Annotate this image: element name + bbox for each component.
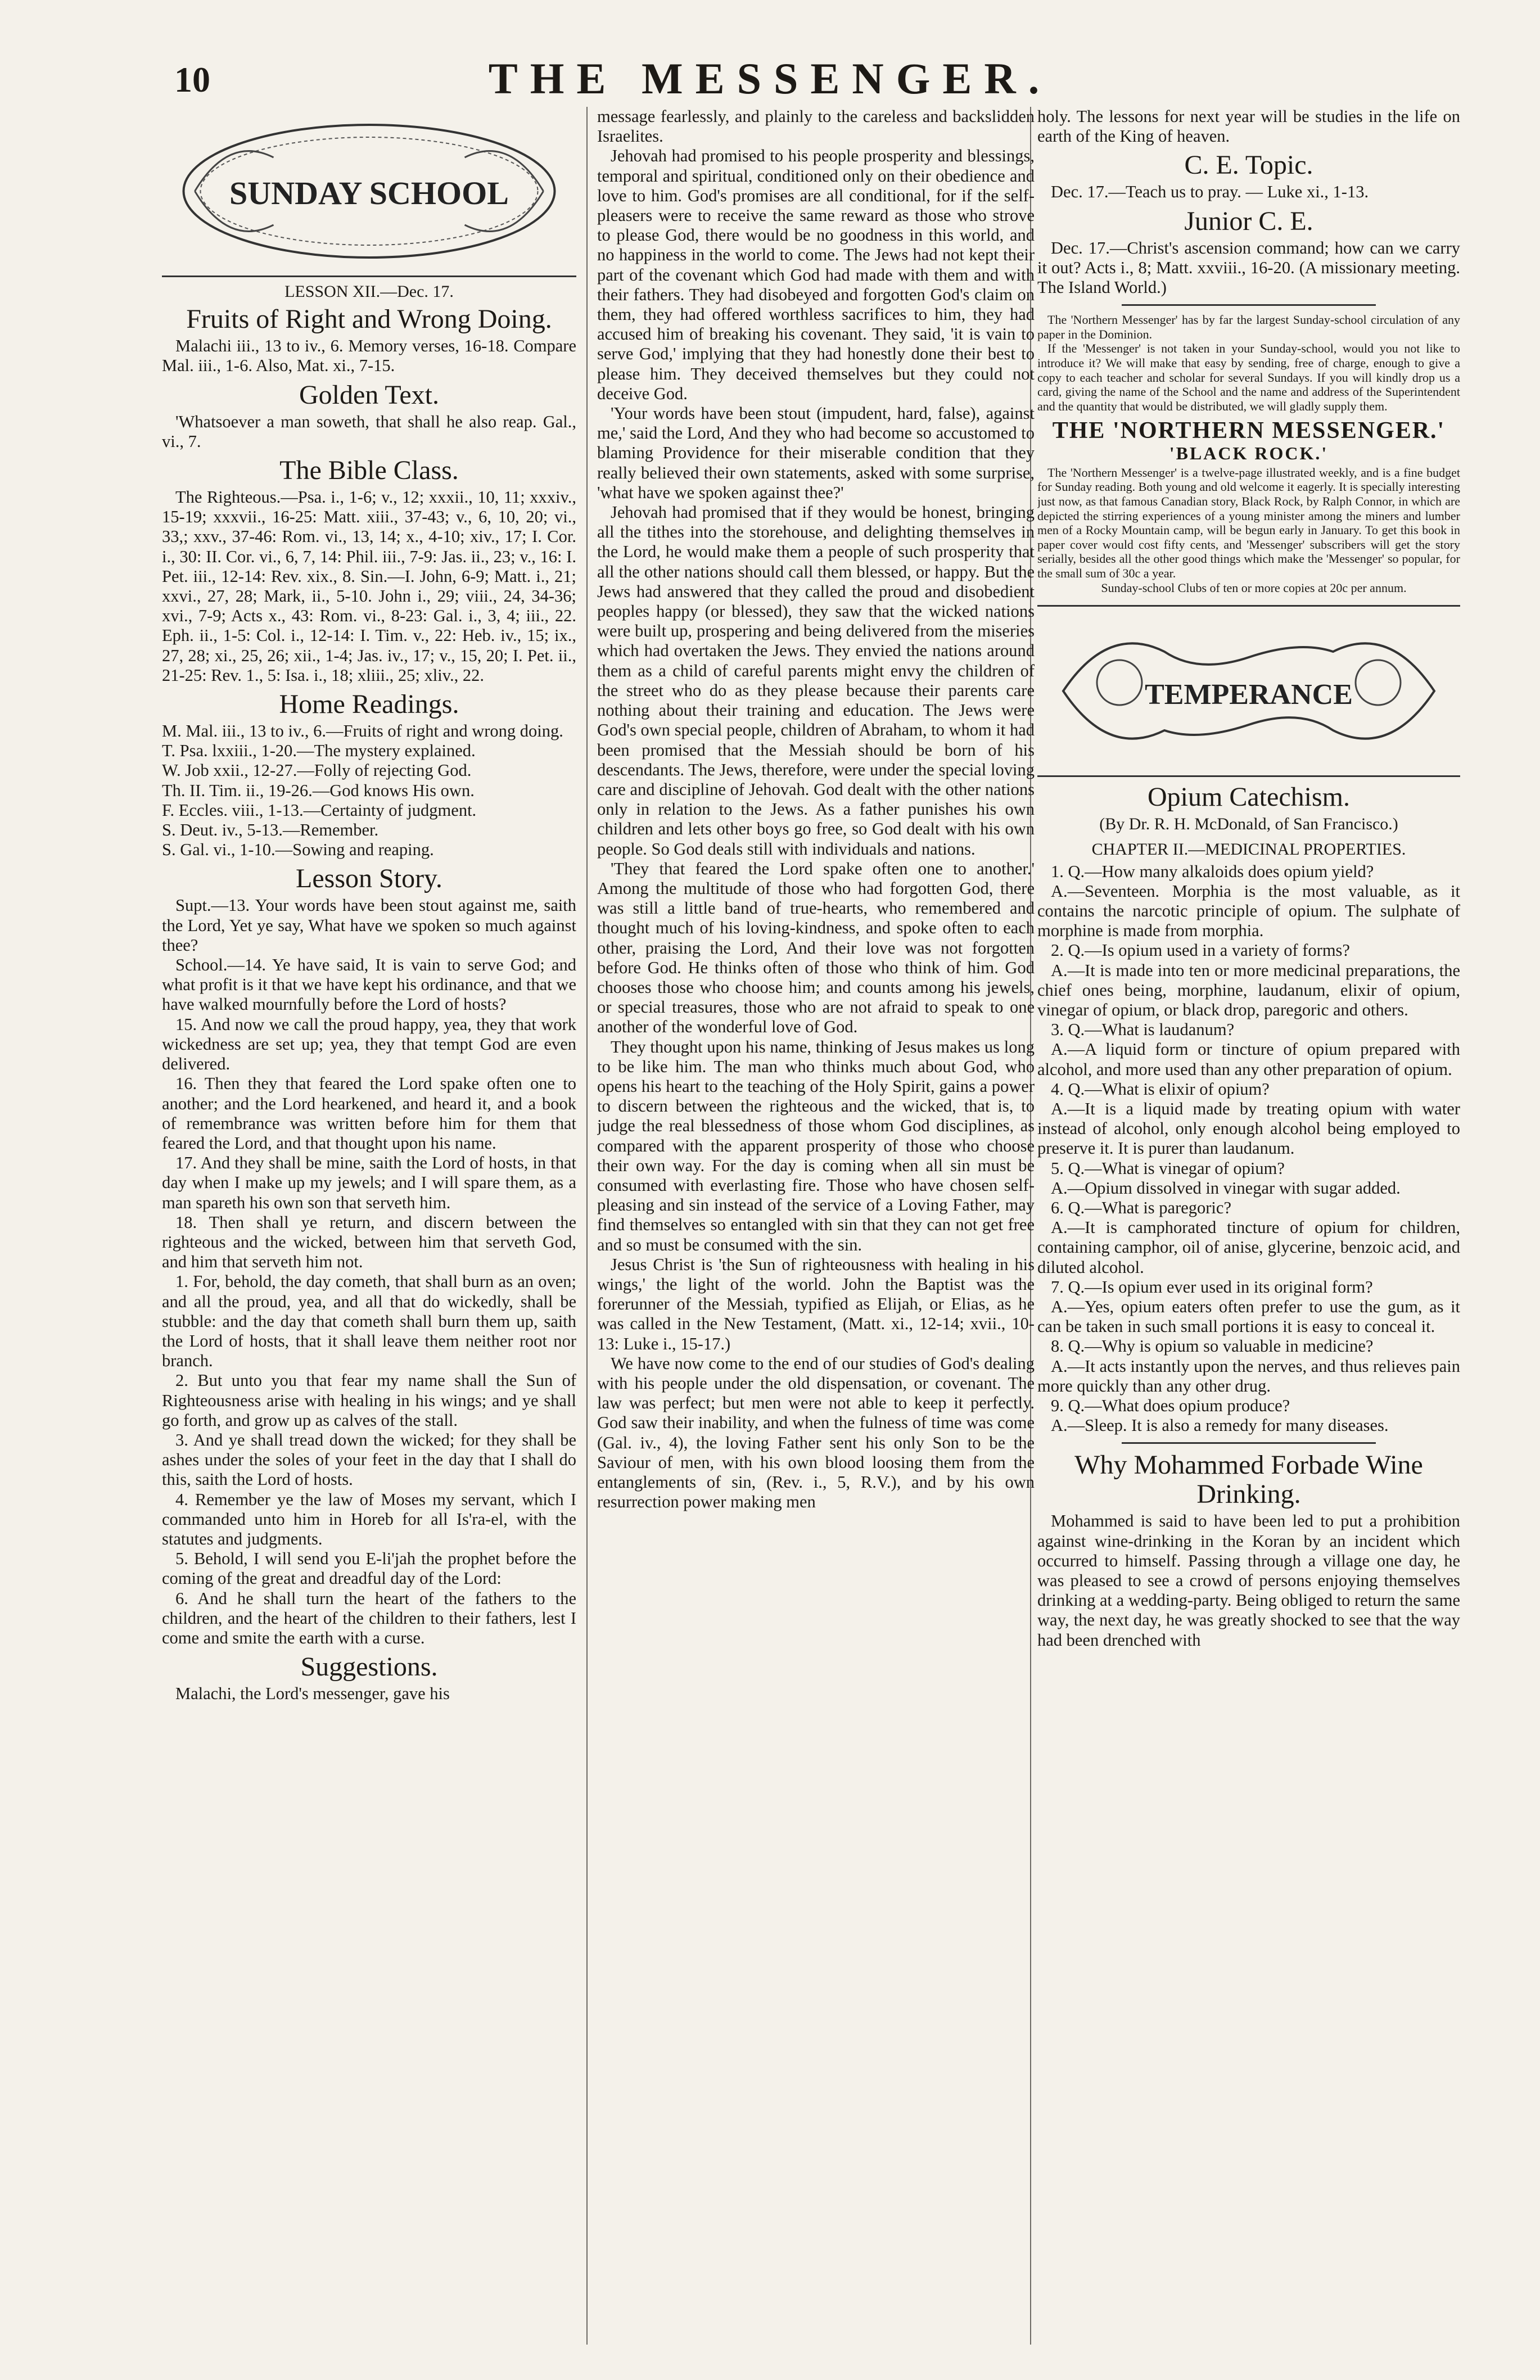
qa-line: A.—A liquid form or tincture of opium prepared with alcohol, and more used than any other preparation of opium.	[1037, 1040, 1460, 1079]
column-divider	[586, 107, 588, 2345]
junior-ce-heading: Junior C. E.	[1184, 206, 1313, 236]
qa-line: A.—It acts instantly upon the nerves, and thus relieves pain more quickly than any other drug.	[1037, 1356, 1460, 1396]
scripture-ref: Malachi iii., 13 to iv., 6. Memory verses, 16-18. Compare Mal. iii., 1-6. Also, Mat. xi., 7-15.	[162, 336, 576, 376]
suggestions-text: Malachi, the Lord's messenger, gave his	[175, 1684, 450, 1704]
qa-line: A.—Yes, opium eaters often prefer to use the gum, as it can be taken in such small portions it is easy to conceal it.	[1037, 1297, 1460, 1336]
column-suggestions-continued	[597, 107, 1035, 2350]
qa-line: 6. Q.—What is paregoric?	[1051, 1198, 1231, 1217]
story-verse: 1. For, behold, the day cometh, that shall burn as an oven; and all the proud, yea, and all that do wickedly, shall be stubble: and the day that cometh shall burn them up, saith the Lord of hosts, that it shall leave them neither root nor branch.	[162, 1272, 576, 1371]
opium-heading: Opium Catechism.	[1148, 782, 1350, 812]
ad-text: The 'Northern Messenger' is a twelve-page illustrated weekly, and is a fine budget for Sunday reading. Both young and old welcome it eagerly. It is specially interesting just now, as that famous Canadian story, Black Rock, by Ralph Connor, in which are depicted the stirring experiences of a young minister among the miners and lumber men of a Rocky Mountain camp, will be begun early in January. To get this book in paper cover would cost fifty cents, and 'Messenger' subscribers will get the story serially, besides all the other good things which make the 'Messenger' so popular, for the small sum of 30c a year.	[1037, 465, 1460, 580]
story-verse: 16. Then they that feared the Lord spake often one to another; and the Lord hearkened, and heard it, and a book of remembrance was written before him for them that feared the Lord, and that thought upon his name.	[162, 1074, 576, 1153]
divider	[1122, 304, 1375, 306]
article-paragraph: Jesus Christ is 'the Sun of righteousness with healing in his wings,' the light of the world. John the Baptist was the forerunner of the Messiah, typified as Elijah, or Elias, as he was called in the New Testament, (Matt. xi., 12-14; xvii., 10-13: Luke i., 15-17.)	[597, 1254, 1035, 1353]
story-verse: 2. But unto you that fear my name shall the Sun of Righteousness arise with healing in his wings; and ye shall go forth, and grow up as calves of the stall.	[162, 1371, 576, 1430]
why-mohammed-heading: Why Mohammed Forbade Wine Drinking.	[1074, 1450, 1423, 1510]
home-reading: W. Job xxii., 12-27.—Folly of rejecting God.	[162, 761, 472, 780]
ad-clubs: Sunday-school Clubs of ten or more copies at 20c per annum.	[1101, 580, 1407, 595]
column-sunday-school	[162, 107, 576, 2350]
story-verse: 17. And they shall be mine, saith the Lord of hosts, in that day when I make up my jewels; and I will spare them, as a man spareth his own son that serveth him.	[162, 1153, 576, 1212]
article-paragraph: Jehovah had promised that if they would be honest, bringing all the tithes into the storehouse, and delighting themselves in the Lord, he would make them a people of such prosperity that all the other nations should call them blessed, or happy. But the Jews had answered that they called the proud and disobedient peoples happy (or blessed), they saw that the wicked nations were built up, prospering and being delivered from the miseries which had overtaken the Jews. They envied the nations around them as a child of careful parents might envy the children of the street who do as they please because their parents care nothing about their training and education. The Jews were God's own special people, children of Abraham, to whom it had been promised that the Messiah should be born of his descendants. The Jews, therefore, were under the special loving care and discipline of Jehovah. God dealt with the other nations only in relation to the Jews. As a father punishes his own children and lets other boys go free, so God dealt with his own people. So God deals still with individuals and nations.	[597, 503, 1035, 859]
golden-text-heading: Golden Text.	[299, 380, 440, 410]
home-reading: M. Mal. iii., 13 to iv., 6.—Fruits of right and wrong doing.	[162, 721, 563, 741]
suggestions-heading: Suggestions.	[300, 1652, 438, 1682]
qa-line: 4. Q.—What is elixir of opium?	[1051, 1079, 1270, 1099]
notice-paragraph: If the 'Messenger' is not taken in your Sunday-school, would you not like to introduce it? We will make that easy by sending, free of charge, enough to give a copy to each teacher and scholar for several Sundays. If you will kindly drop us a card, giving the name of the School and the name and address of the Superintendent and the quantity that would be distributed, we will gladly supply them.	[1037, 341, 1460, 413]
divider	[1122, 1442, 1375, 1444]
temperance-emblem	[1037, 615, 1460, 767]
story-verse: 3. And ye shall tread down the wicked; for they shall be ashes under the soles of your feet in the day that I shall do this, saith the Lord of hosts.	[162, 1430, 576, 1489]
junior-ce-text: Dec. 17.—Christ's ascension command; how can we carry it out? Acts i., 8; Matt. xxviii., 16-20. (A missionary meeting. The Island World.)	[1037, 238, 1460, 297]
home-reading: S. Deut. iv., 5-13.—Remember.	[162, 820, 379, 840]
opium-qa	[1037, 862, 1460, 1436]
sunday-school-banner	[162, 107, 576, 277]
qa-line: 3. Q.—What is laudanum?	[1051, 1020, 1235, 1040]
story-verse: 15. And now we call the proud happy, yea, they that work wickedness are set up; yea, they that tempt God are even delivered.	[162, 1014, 576, 1074]
opium-chapter: CHAPTER II.—MEDICINAL PROPERTIES.	[1091, 840, 1406, 859]
article-paragraph: 'Your words have been stout (impudent, hard, false), against me,' said the Lord, And they who had become so accustomed to blaming Providence for their miserable condition that they really believed their own statements, asked with some surprise, 'what have we spoken against thee?'	[597, 404, 1035, 502]
golden-text: 'Whatsoever a man soweth, that shall he also reap. Gal., vi., 7.	[162, 412, 576, 451]
qa-line: A.—It is camphorated tincture of opium for children, containing camphor, oil of anise, glycerine, benzoic acid, and diluted alcohol.	[1037, 1218, 1460, 1277]
article-paragraph: message fearlessly, and plainly to the careless and backslidden Israelites.	[597, 107, 1035, 146]
ce-topic-heading: C. E. Topic.	[1184, 150, 1313, 180]
article-paragraph: We have now come to the end of our studies of God's dealing with his people under the old dispensation, or covenant. The law was perfect; but men were not able to keep it perfectly. God saw their inability, and when the fulness of time was come (Gal. iv., 4), the loving Father sent his only Son to be the Saviour of men, with his own blood loosing them from the entanglements of sin, (Rev. i., 5, R.V.), and by his own resurrection power making men	[597, 1353, 1035, 1512]
story-verse: 5. Behold, I will send you E-li'jah the prophet before the coming of the great and dreadful day of the Lord:	[162, 1549, 576, 1588]
column-topics-temperance	[1037, 107, 1460, 2350]
article-paragraph: Jehovah had promised to his people prosperity and blessings, temporal and spiritual, conditioned only on their obedience and love to him. God's promises are all conditional, for if the self-pleasers were to receive the same reward as those who strove to please God, there would be no goodness in this world, and no happiness in the world to come. The Jews had not kept their part of the covenant which God had made with them and with their fathers. They had disobeyed and forgotten God's claim on them, they had offered worthless sacrifices to him, they had accused him of breaking his covenant. They said, 'it is vain to serve God,' implying that they had honestly done their best to please him. They deceived themselves but they could not deceive God.	[597, 146, 1035, 403]
banner-lettering: TEMPERANCE	[1145, 679, 1353, 711]
bible-class-text: The Righteous.—Psa. i., 1-6; v., 12; xxxii., 10, 11; xxxiv., 15-19; xxxvii., 16-25: Matt. xiii., 37-43; v., 6, 10, 20; vi., 33,; xxv., 37-46: Rom. vi., 13, 14; x., 4-10; xiv., 17; I. Cor. i., 30: II. Cor. vi., 6, 7, 14: Phil. iii., 7-9: Jas. ii., 23; v., 16: I. Pet. iii., 12-14: Rev. xix., 8. Sin.—I. John, 6-9; Matt. i., 21; xxvi., 27, 28; Mark, ii., 5-10. John i., 29; viii., 24, 34-36; xvi., 7-9; Acts x., 43: Rom. vi., 8-23: Gal. i., 3, 4; iii., 22. Eph. ii., 1-5: Col. i., 12-14: I. Tim. v., 22: Heb. iv., 15; ix., 27, 28; xi., 25, 26; xii., 1-4; Jas. iv., 17; v., 15, 20; I. Pet. ii., 21-25: Rev. 1., 5: Isa. i., 18; xliii., 25; xliv., 22.	[162, 487, 576, 685]
qa-line: 2. Q.—Is opium used in a variety of forms?	[1051, 941, 1350, 960]
story-verse: 4. Remember ye the law of Moses my servant, which I commanded unto him in Horeb for all Is'ra-el, with the statutes and judgments.	[162, 1489, 576, 1548]
ad-subtitle: 'BLACK ROCK.'	[1169, 442, 1329, 463]
article-paragraph: holy. The lessons for next year will be studies in the life on earth of the King of heaven.	[1037, 107, 1460, 146]
notice-paragraph: The 'Northern Messenger' has by far the largest Sunday-school circulation of any paper in the Dominion.	[1037, 313, 1460, 341]
home-readings-list	[162, 721, 576, 860]
lesson-line: LESSON XII.—Dec. 17.	[284, 282, 454, 301]
opium-byline: (By Dr. R. H. McDonald, of San Francisco.)	[1099, 815, 1398, 834]
bible-class-heading: The Bible Class.	[279, 455, 459, 486]
lesson-title: Fruits of Right and Wrong Doing.	[186, 304, 552, 335]
story-verse: 18. Then shall ye return, and discern between the righteous and the wicked, between him that serveth God, and him that serveth him not.	[162, 1212, 576, 1272]
story-verse: Supt.—13. Your words have been stout against me, saith the Lord, Yet ye say, What have we spoken so much against thee?	[162, 896, 576, 955]
qa-line: 7. Q.—Is opium ever used in its original form?	[1051, 1277, 1373, 1297]
home-reading: F. Eccles. viii., 1-13.—Certainty of judgment.	[162, 800, 477, 820]
home-reading: S. Gal. vi., 1-10.—Sowing and reaping.	[162, 840, 434, 860]
home-readings-heading: Home Readings.	[279, 689, 459, 720]
qa-line: A.—It is made into ten or more medicinal preparations, the chief ones being, morphine, laudanum, elixir of opium, vinegar of opium, or black drop, paregoric and others.	[1037, 960, 1460, 1019]
temperance-banner	[1037, 605, 1460, 777]
page-number: 10	[174, 60, 210, 100]
article-paragraph: They thought upon his name, thinking of Jesus makes us long to be like him. The man who thinks much about God, who opens his heart to the teaching of the Holy Spirit, gains a power to discern between the righteous and the wicked, that is, to judge the real blessedness of those whom God disciplines, as compared with the apparent prosperity of those who choose their own way. For the day is coming when all sin must be consumed with everlasting fire. Those who have chosen self-pleasing and sin instead of the service of a Loving Father, may find themselves so entangled with sin that they can not get free and so must be consumed with the sin.	[597, 1037, 1035, 1254]
lesson-story-heading: Lesson Story.	[296, 864, 442, 894]
sunday-school-emblem	[162, 115, 576, 267]
qa-line: 1. Q.—How many alkaloids does opium yield?	[1051, 861, 1374, 881]
ce-topic-text: Dec. 17.—Teach us to pray. — Luke xi., 1-13.	[1051, 182, 1369, 202]
masthead: THE MESSENGER.	[488, 54, 1052, 103]
ad-box	[1037, 466, 1460, 595]
article-paragraph: 'They that feared the Lord spake often one to another.' Among the multitude of those who had forgotten God, there was still a little band of true-hearts, who remembered and thought much of his loving-kindness, and spoke often to each other, praising the Lord, And their love was not forgotten before God. He thinks often of those who think of him. God chooses those who choose him; and counts among his jewels, or special treasures, those who are not afraid to speak to one another of the wonderful love of God.	[597, 859, 1035, 1037]
notice-box	[1037, 313, 1460, 413]
qa-line: 5. Q.—What is vinegar of opium?	[1051, 1158, 1285, 1178]
qa-line: A.—It is a liquid made by treating opium with water instead of alcohol, only enough alcohol being employed to preserve it. It is purer than laudanum.	[1037, 1099, 1460, 1158]
qa-line: 9. Q.—What does opium produce?	[1051, 1396, 1290, 1416]
qa-line: A.—Opium dissolved in vinegar with sugar added.	[1051, 1178, 1401, 1198]
qa-line: A.—Sleep. It is also a remedy for many diseases.	[1051, 1416, 1389, 1435]
banner-lettering: SUNDAY SCHOOL	[229, 175, 509, 211]
why-mohammed-text: Mohammed is said to have been led to put a prohibition against wine-drinking in the Koran by an incident which occurred to himself. Passing through a village one day, he was pleased to see a crowd of persons enjoying themselves drinking at a wedding-party. Being obliged to return the same way, the next day, he was greatly shocked to see that the way had been drenched with	[1037, 1511, 1460, 1650]
qa-line: A.—Seventeen. Morphia is the most valuable, as it contains the narcotic principle of opium. The sulphate of morphine is made from morphia.	[1037, 881, 1460, 941]
home-reading: T. Psa. lxxiii., 1-20.—The mystery explained.	[162, 741, 476, 761]
story-verse: 6. And he shall turn the heart of the fathers to the children, and the heart of the children to their fathers, lest I come and smite the earth with a curse.	[162, 1588, 576, 1647]
story-verse: School.—14. Ye have said, It is vain to serve God; and what profit is it that we have kept his ordinance, and that we have walked mournfully before the Lord of hosts?	[162, 955, 576, 1014]
ad-title: THE 'NORTHERN MESSENGER.'	[1052, 418, 1446, 444]
home-reading: Th. II. Tim. ii., 19-26.—God knows His own.	[162, 780, 475, 800]
lesson-story	[162, 896, 576, 1648]
qa-line: 8. Q.—Why is opium so valuable in medicine?	[1051, 1336, 1374, 1356]
